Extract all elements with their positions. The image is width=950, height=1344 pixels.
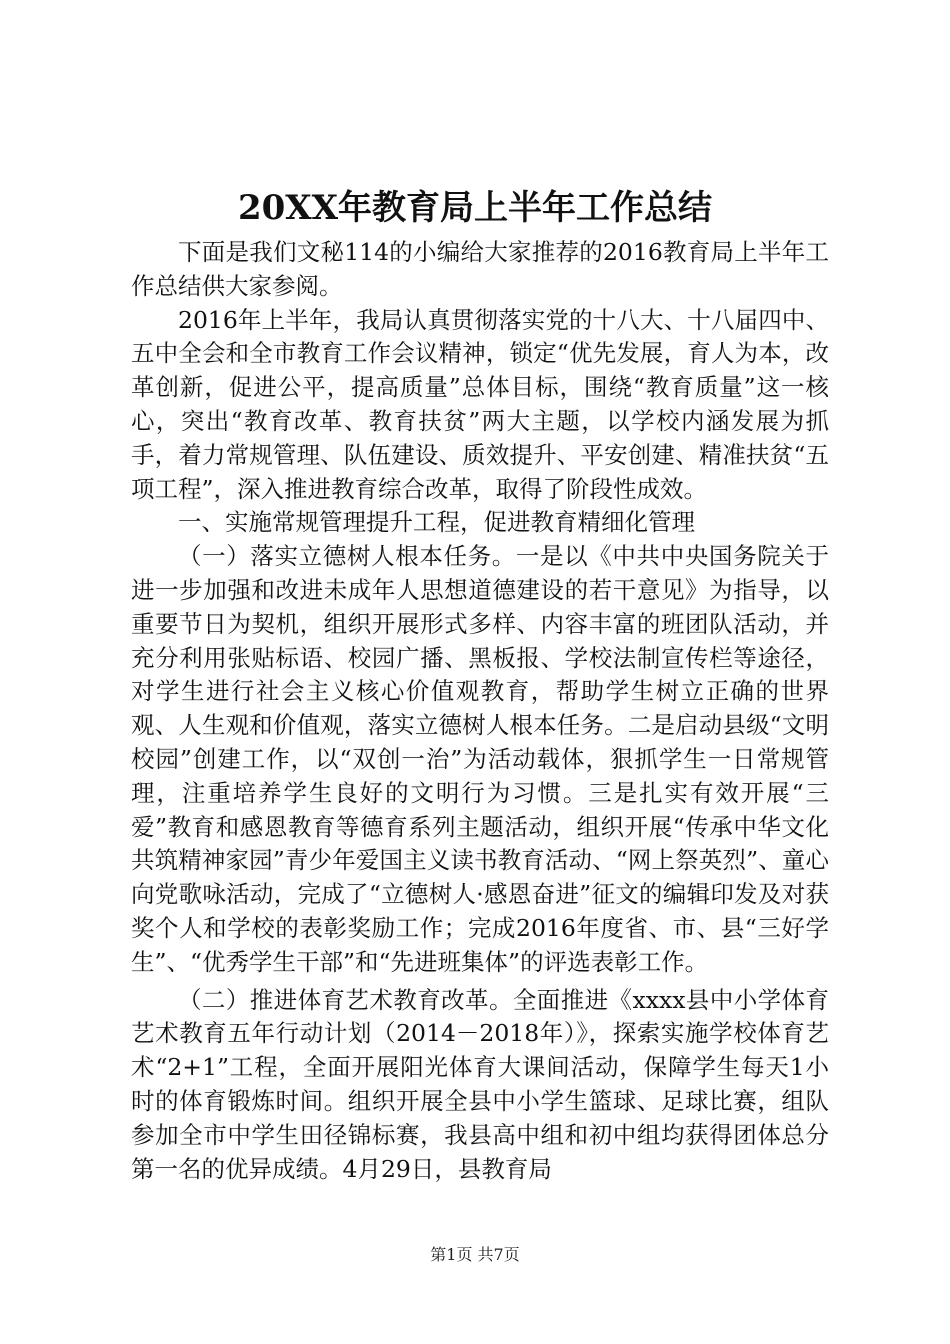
- page-number-footer: 第1页 共7页: [430, 1245, 520, 1264]
- paragraph-sports-arts: （二）推进体育艺术教育改革。全面推进《xxxx县中小学体育艺术教育五年行动计划（2014－2018年）》，探索实施学校体育艺术“2+1”工程，全面开展阳光体育大课间活动，保障学生每天1小时的体育锻炼时间。组织开展全县中小学生篮球、足球比赛，组队参加全市中学生田径锦标赛，我县高中组和初中组均获得团体总分第一名的优异成绩。4月29日，县教育局: [131, 985, 829, 1183]
- paragraph-moral-education: （一）落实立德树人根本任务。一是以《中共中央国务院关于进一步加强和改进未成年人思想道德建设的若干意见》为指导，以重要节日为契机，组织开展形式多样、内容丰富的班团队活动，并充分利用张贴标语、校园广播、黑板报、学校法制宣传栏等途径，对学生进行社会主义核心价值观教育，帮助学生树立正确的世界观、人生观和价值观，落实立德树人根本任务。二是启动县级“文明校园”创建工作，以“双创一治”为活动载体，狠抓学生一日常规管理，注重培养学生良好的文明行为习惯。三是扎实有效开展“三爱”教育和感恩教育等德育系列主题活动，组织开展“传承中华文化共筑精神家园”青少年爱国主义读书教育活动、“网上祭英烈”、童心向党歌咏活动，完成了“立德树人·感恩奋进”征文的编辑印发及对获奖个人和学校的表彰奖励工作；完成2016年度省、市、县“三好学生”、“优秀学生干部”和“先进班集体”的评选表彰工作。: [131, 542, 829, 976]
- paragraph-overview: 2016年上半年，我局认真贯彻落实党的十八大、十八届四中、五中全会和全市教育工作会议精神，锁定“优先发展，育人为本，改革创新，促进公平，提高质量”总体目标，围绕“教育质量”这一核心，突出“教育改革、教育扶贫”两大主题，以学校内涵发展为抓手，着力常规管理、队伍建设、质效提升、平安创建、精准扶贫“五项工程”，深入推进教育综合改革，取得了阶段性成效。: [131, 305, 829, 503]
- document-body: [131, 236, 829, 1186]
- section-heading: 一、实施常规管理提升工程，促进教育精细化管理: [178, 508, 695, 537]
- paragraph-intro: 下面是我们文秘114的小编给大家推荐的2016教育局上半年工作总结供大家参阅。: [131, 238, 829, 300]
- document-title: 20XX年教育局上半年工作总结: [237, 188, 713, 228]
